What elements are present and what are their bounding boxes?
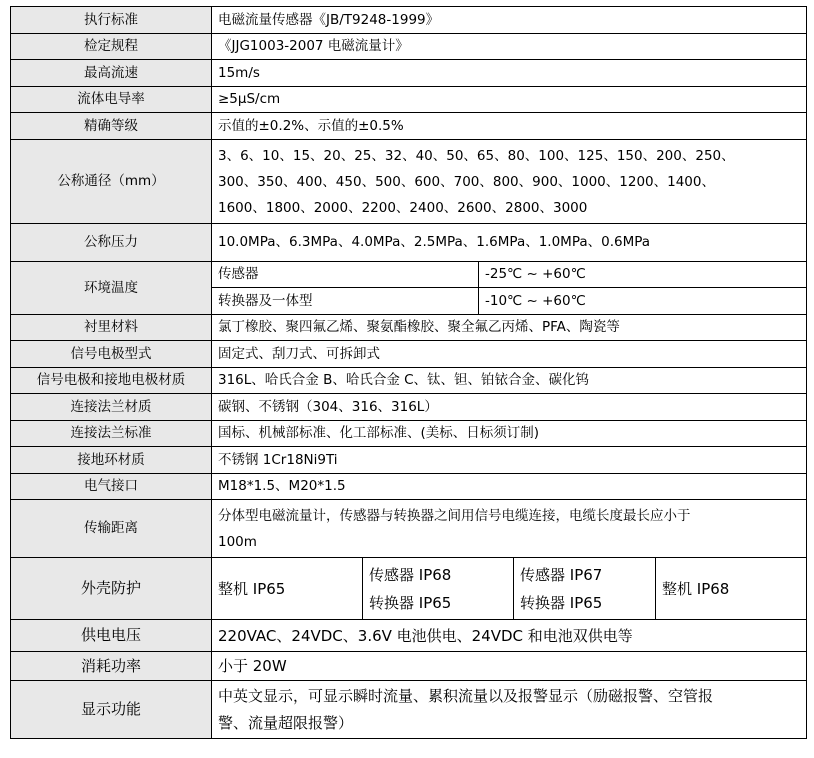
row-protection: [11, 558, 807, 620]
protection-option-3-line: 传感器 IP67: [520, 565, 603, 584]
row-regulation: [11, 34, 807, 60]
transmission-value: [212, 500, 807, 558]
row-consumption: [11, 652, 807, 681]
consumption-label: 消耗功率: [11, 652, 212, 681]
protection-option-3: [514, 558, 656, 620]
row-display: [11, 681, 807, 739]
electrical-value: M18*1.5、M20*1.5: [212, 474, 807, 500]
display-line: 警、流量超限报警）: [218, 713, 354, 732]
flange-standard-value: 国标、机械部标准、化工部标准、(美标、日标须订制): [212, 421, 807, 447]
max-velocity-label: 最高流速: [11, 60, 212, 87]
diameter-line: 300、350、400、450、500、600、700、800、900、1000、1200、1400、: [218, 173, 715, 190]
temperature-sensor-value: -25℃ ~ +60℃: [479, 262, 807, 288]
row-temperature-sensor: [11, 262, 807, 288]
temperature-label: 环境温度: [11, 262, 212, 315]
ground-ring-value: 不锈钢 1Cr18Ni9Ti: [212, 447, 807, 474]
ground-ring-label: 接地环材质: [11, 447, 212, 474]
spec-table: [10, 6, 807, 739]
row-standard: [11, 7, 807, 34]
electrical-label: 电气接口: [11, 474, 212, 500]
electrode-material-label: 信号电极和接地电极材质: [11, 368, 212, 394]
diameter-line: 3、6、10、15、20、25、32、40、50、65、80、100、125、150、200、250、: [218, 147, 735, 164]
row-ground-ring: [11, 447, 807, 474]
flange-material-label: 连接法兰材质: [11, 394, 212, 421]
pressure-value: 10.0MPa、6.3MPa、4.0MPa、2.5MPa、1.6MPa、1.0MPa、0.6MPa: [212, 224, 807, 262]
row-diameter: [11, 140, 807, 224]
consumption-value: 小于 20W: [212, 652, 807, 681]
transmission-line: 分体型电磁流量计，传感器与转换器之间用信号电缆连接，电缆长度最长应小于: [218, 507, 691, 524]
flange-material-value: 碳钢、不锈钢（304、316、316L）: [212, 394, 807, 421]
protection-option-2-line: 传感器 IP68: [369, 565, 452, 584]
protection-option-4: 整机 IP68: [656, 558, 807, 620]
lining-label: 衬里材料: [11, 315, 212, 341]
protection-option-2-line: 转换器 IP65: [369, 593, 452, 612]
diameter-value: [212, 140, 807, 224]
display-label: 显示功能: [11, 681, 212, 739]
temperature-sensor-label: 传感器: [212, 262, 479, 288]
diameter-label: 公称通径（mm）: [11, 140, 212, 224]
flange-standard-label: 连接法兰标准: [11, 421, 212, 447]
row-transmission: [11, 500, 807, 558]
row-lining: [11, 315, 807, 341]
row-electrical: [11, 474, 807, 500]
row-accuracy: [11, 113, 807, 140]
electrode-type-value: 固定式、刮刀式、可拆卸式: [212, 341, 807, 368]
diameter-line: 1600、1800、2000、2200、2400、2600、2800、3000: [218, 199, 588, 216]
transmission-label: 传输距离: [11, 500, 212, 558]
power-value: 220VAC、24VDC、3.6V 电池供电、24VDC 和电池双供电等: [212, 620, 807, 652]
accuracy-label: 精确等级: [11, 113, 212, 140]
display-value: [212, 681, 807, 739]
standard-value: 电磁流量传感器《JB/T9248-1999》: [212, 7, 807, 34]
conductivity-label: 流体电导率: [11, 87, 212, 113]
protection-label: 外壳防护: [11, 558, 212, 620]
regulation-label: 检定规程: [11, 34, 212, 60]
row-flange-material: [11, 394, 807, 421]
display-line: 中英文显示，可显示瞬时流量、累积流量以及报警显示（励磁报警、空管报: [218, 686, 714, 705]
pressure-label: 公称压力: [11, 224, 212, 262]
max-velocity-value: 15m/s: [212, 60, 807, 87]
electrode-material-value: 316L、哈氏合金 B、哈氏合金 C、钛、钽、铂铱合金、碳化钨: [212, 368, 807, 394]
accuracy-value: 示值的±0.2%、示值的±0.5%: [212, 113, 807, 140]
protection-option-2: [363, 558, 514, 620]
conductivity-value: ≥5μS/cm: [212, 87, 807, 113]
row-power: [11, 620, 807, 652]
temperature-converter-value: -10℃ ~ +60℃: [479, 288, 807, 315]
row-conductivity: [11, 87, 807, 113]
electrode-type-label: 信号电极型式: [11, 341, 212, 368]
row-pressure: [11, 224, 807, 262]
transmission-line: 100m: [218, 533, 257, 550]
power-label: 供电电压: [11, 620, 212, 652]
standard-label: 执行标准: [11, 7, 212, 34]
lining-value: 氯丁橡胶、聚四氟乙烯、聚氨酯橡胶、聚全氟乙丙烯、PFA、陶瓷等: [212, 315, 807, 341]
protection-option-3-line: 转换器 IP65: [520, 593, 603, 612]
protection-option-1: 整机 IP65: [212, 558, 363, 620]
row-max-velocity: [11, 60, 807, 87]
regulation-value: 《JJG1003-2007 电磁流量计》: [212, 34, 807, 60]
row-electrode-material: [11, 368, 807, 394]
temperature-converter-label: 转换器及一体型: [212, 288, 479, 315]
row-electrode-type: [11, 341, 807, 368]
row-flange-standard: [11, 421, 807, 447]
